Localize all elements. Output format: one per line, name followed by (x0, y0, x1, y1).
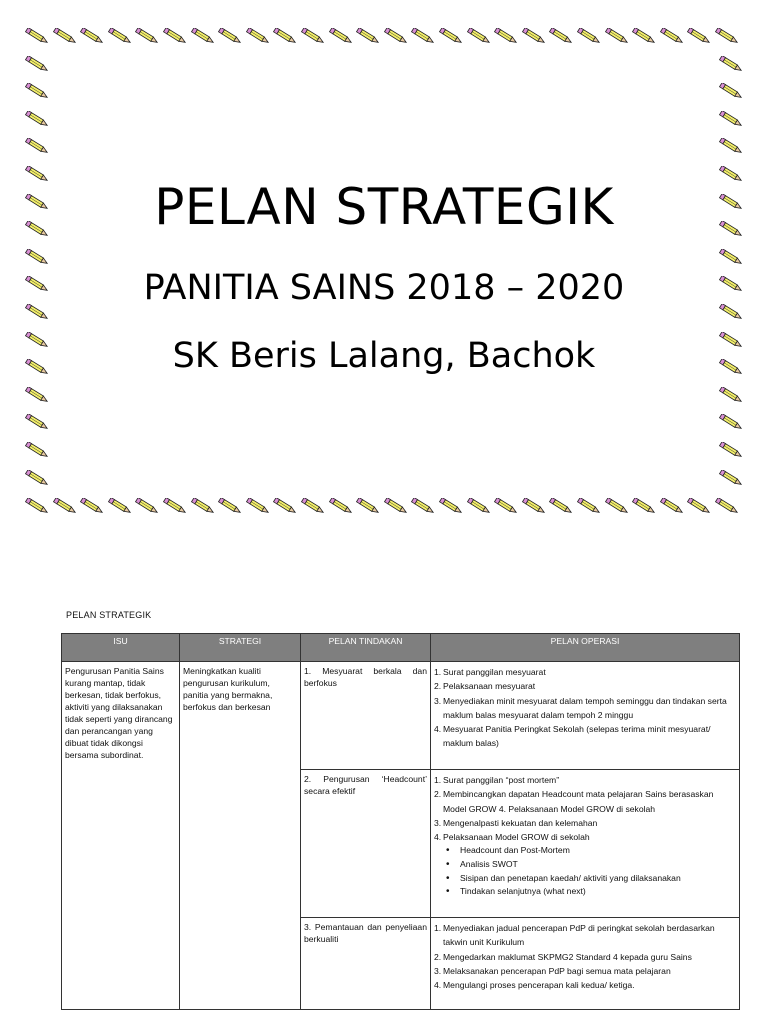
pencil-icon (576, 28, 602, 44)
pencil-icon (245, 498, 271, 514)
pencil-icon (521, 28, 547, 44)
cover-title: PELAN STRATEGIK (154, 178, 614, 236)
strategi-cell: Meningkatkan kualiti pengurusan kurikulum, panitia yang bermakna, berfokus dan berkesan (180, 662, 301, 1010)
pencil-icon (383, 28, 409, 44)
operasi-bullet: • Tindakan selanjutnya (what next) (434, 885, 736, 899)
operasi-item-number: 2. (434, 789, 442, 800)
cover-school-name: SK Beris Lalang, Bachok (172, 336, 596, 376)
tindakan-cell: 3. Pemantauan dan penyeliaan berkualiti (301, 918, 431, 1010)
pencil-icon (438, 28, 464, 44)
operasi-item (434, 773, 736, 787)
pencil-icon (659, 498, 685, 514)
operasi-item-text: Pelaksanaan mesyuarat (443, 681, 536, 692)
operasi-item-text: Membincangkan dapatan Headcount mata pelajaran Sains berasaskan Model GROW 4. Pelaksanaan Model GROW di sekolah (443, 789, 714, 814)
pencil-icon (162, 28, 188, 44)
operasi-item-number: 1. (434, 667, 442, 677)
pencil-icon (714, 498, 740, 514)
header-pelan-tindakan: PELAN TINDAKAN (301, 634, 431, 662)
pencil-icon (217, 28, 243, 44)
operasi-item-text: Menyediakan jadual pencerapan PdP di peringkat sekolah berdasarkan takwin unit Kurikulum (443, 923, 715, 948)
operasi-item-text: Mengulangi proses pencerapan kali kedua/ ketiga. (443, 980, 635, 991)
operasi-item-number: 1. (434, 923, 442, 933)
operasi-item-number: 3. (434, 817, 442, 828)
pencil-icon (718, 138, 744, 154)
pencil-icon (410, 28, 436, 44)
pencil-icon (328, 498, 354, 514)
pencil-icon (355, 498, 381, 514)
pencil-icon (107, 498, 133, 514)
pencil-icon (410, 498, 436, 514)
operasi-item (434, 950, 736, 964)
pencil-icon (162, 498, 188, 514)
operasi-bullets (434, 844, 736, 898)
pencil-icon (718, 83, 744, 99)
header-isu: ISU (62, 634, 180, 662)
pencil-icon (24, 56, 50, 72)
pencil-icon (718, 470, 744, 486)
table-row (62, 662, 740, 770)
pencil-icon (718, 414, 744, 430)
pencil-icon (217, 498, 243, 514)
pencil-icon (24, 387, 50, 403)
pencil-icon (686, 498, 712, 514)
operasi-item (434, 816, 736, 830)
operasi-item-text: Mesyuarat Panitia Peringkat Sekolah (selepas terima minit mesyuarat/ maklum balas) (443, 724, 711, 749)
operasi-item (434, 665, 736, 679)
isu-cell: Pengurusan Panitia Sains kurang mantap, tidak berkesan, tidak berfokus, aktiviti yang dilaksanakan tidak seperti yang dirancang dan perancangan yang dibuat tidak dikongsi bersama subordinat. (62, 662, 180, 1010)
operasi-item-number: 4. (434, 724, 442, 735)
operasi-item-number: 2. (434, 681, 442, 692)
table-header-row (62, 634, 740, 662)
pencil-icon (272, 498, 298, 514)
operasi-item (434, 921, 736, 950)
cover-subtitle: PANITIA SAINS 2018 – 2020 (143, 268, 625, 308)
operasi-item-text: Mengenalpasti kekuatan dan kelemahan (443, 817, 598, 828)
header-pelan-operasi: PELAN OPERASI (431, 634, 740, 662)
pencil-icon (79, 28, 105, 44)
pencil-icon (272, 28, 298, 44)
pencil-icon (718, 387, 744, 403)
operasi-item (434, 978, 736, 992)
operasi-list (434, 921, 736, 992)
operasi-list (434, 773, 736, 844)
operasi-item (434, 964, 736, 978)
pencil-icon (466, 28, 492, 44)
pencil-icon (24, 498, 50, 514)
operasi-item-number: 4. (434, 980, 442, 991)
pencil-icon (79, 498, 105, 514)
pencil-icon (24, 442, 50, 458)
pencil-icon (659, 28, 685, 44)
pencil-icon (718, 56, 744, 72)
pencil-icon (521, 498, 547, 514)
operasi-item-text: Surat panggilan “post mortem” (443, 775, 560, 785)
operasi-bullet: • Sisipan dan penetapan kaedah/ aktiviti yang dilaksanakan (434, 872, 736, 886)
pencil-icon (300, 28, 326, 44)
operasi-item (434, 679, 736, 693)
header-strategi: STRATEGI (180, 634, 301, 662)
operasi-item-number: 3. (434, 695, 442, 706)
pencil-icon (355, 28, 381, 44)
pencil-icon (548, 498, 574, 514)
tindakan-cell: 2. Pengurusan ‘Headcount’ secara efektif (301, 770, 431, 918)
operasi-item (434, 830, 736, 844)
pencil-icon (714, 28, 740, 44)
pencil-icon (548, 28, 574, 44)
operasi-item-number: 1. (434, 775, 442, 785)
pencil-icon (718, 249, 744, 265)
strategic-plan-table (61, 633, 740, 1010)
operasi-cell (431, 918, 740, 1010)
operasi-bullet: • Analisis SWOT (434, 858, 736, 872)
pencil-icon (134, 498, 160, 514)
pencil-icon (300, 498, 326, 514)
operasi-item-number: 4. (434, 832, 442, 843)
pencil-icon (245, 28, 271, 44)
operasi-item (434, 722, 736, 751)
operasi-item-number: 2. (434, 951, 442, 962)
pencil-icon (466, 498, 492, 514)
operasi-list (434, 665, 736, 751)
pencil-icon (24, 28, 50, 44)
pencil-icon (631, 28, 657, 44)
tindakan-cell: 1. Mesyuarat berkala dan berfokus (301, 662, 431, 770)
pencil-icon (718, 111, 744, 127)
pencil-icon (24, 111, 50, 127)
pencil-icon (493, 498, 519, 514)
pencil-icon (631, 498, 657, 514)
pencil-icon (24, 414, 50, 430)
pencil-icon (438, 498, 464, 514)
pencil-icon (383, 498, 409, 514)
operasi-item (434, 694, 736, 723)
operasi-item-number: 3. (434, 965, 442, 976)
operasi-item-text: Melaksanakan pencerapan PdP bagi semua mata pelajaran (443, 965, 671, 976)
pencil-icon (24, 138, 50, 154)
pencil-icon (107, 28, 133, 44)
operasi-item (434, 787, 736, 816)
operasi-cell (431, 662, 740, 770)
pencil-icon (24, 83, 50, 99)
pencil-icon (718, 442, 744, 458)
operasi-item-text: Surat panggilan mesyuarat (443, 667, 546, 677)
operasi-item-text: Mengedarkan maklumat SKPMG2 Standard 4 kepada guru Sains (443, 951, 692, 962)
pencil-icon (576, 498, 602, 514)
pencil-icon (328, 28, 354, 44)
operasi-bullet: • Headcount dan Post-Mortem (434, 844, 736, 858)
pencil-icon (604, 28, 630, 44)
pencil-icon (190, 28, 216, 44)
document-label: PELAN STRATEGIK (66, 610, 152, 620)
pencil-icon (493, 28, 519, 44)
pencil-icon (24, 249, 50, 265)
pencil-icon (52, 28, 78, 44)
operasi-cell (431, 770, 740, 918)
pencil-icon (134, 28, 160, 44)
operasi-item-text: Pelaksanaan Model GROW di sekolah (443, 832, 590, 843)
pencil-icon (24, 470, 50, 486)
pencil-icon (52, 498, 78, 514)
pencil-icon (190, 498, 216, 514)
operasi-item-text: Menyediakan minit mesyuarat dalam tempoh seminggu dan tindakan serta maklum balas mesyuarat dalam tempoh 2 minggu (443, 695, 727, 720)
pencil-icon (686, 28, 712, 44)
pencil-icon (604, 498, 630, 514)
